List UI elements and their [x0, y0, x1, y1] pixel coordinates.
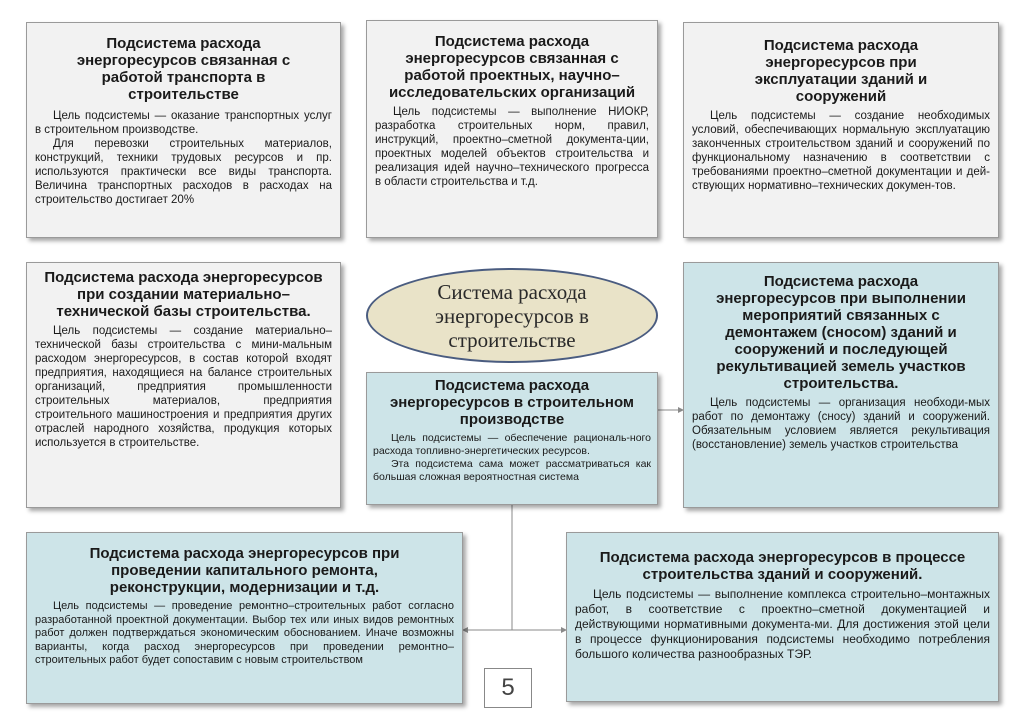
construction-body	[575, 587, 990, 662]
base-subsystem-box	[26, 262, 341, 508]
research-body	[375, 105, 649, 189]
transport-title: Подсистема расхода энергоресурсов связанная с работой транспорта в строительстве	[76, 35, 291, 103]
production-title: Подсистема расхода энергоресурсов в строительном производстве	[389, 377, 635, 428]
transport-paragraph: Цель подсистемы — оказание транспортных услуг в строительном производстве.	[35, 110, 332, 136]
system-title: Система расхода энергоресурсов в строительстве	[435, 279, 589, 352]
demolition-subsystem-box	[683, 262, 999, 508]
page-number: 5	[484, 668, 532, 708]
demolition-title: Подсистема расхода энергоресурсов при выполнении мероприятий связанных с демонтажем (сносом) зданий и сооружений и последующей рекультивацией земель участков строительства.	[716, 273, 966, 392]
repair-paragraph: Цель подсистемы — проведение ремонтно–строительных работ согласно разработанной проектной документации. Выбор тех или иных видов ремонтных работ должен подтверждаться экономическим обоснованием. Иначе возможны варианты, когда расход энергоресурсов при проведении ремонтно–строительных работ будет сопоставим с новым строительством	[35, 600, 454, 666]
construction-subsystem-box	[566, 532, 999, 702]
production-paragraph: Цель подсистемы — обеспечение рациональ-ного расхода топливно-энергетических ресурсов.	[373, 432, 651, 457]
operation-subsystem-box	[683, 22, 999, 238]
production-paragraph: Эта подсистема сама может рассматриваться как большая сложная вероятностная система	[373, 458, 651, 483]
base-body	[35, 324, 332, 450]
operation-paragraph: Цель подсистемы — создание необходимых условий, обеспечивающих нормальную эксплуатацию законченных строительством зданий и сооружений по функциональному назначению в соответствии с требованиями проектно–сметной документации и дей-ствующих нормативно–технических докумен-тов.	[692, 110, 990, 192]
research-paragraph: Цель подсистемы — выполнение НИОКР, разработка строительных норм, правил, инструкций, проектно–сметной документа-ции, проектных моделей объектов строительства и реализация идей научно–технического прогресса в области строительства и т.д.	[375, 106, 649, 188]
demolition-paragraph: Цель подсистемы — организация необходи-мых работ по демонтажу (сносу) зданий и сооружений. Обязательным условием является рекультивация (восстановление) земель участков строительства	[692, 397, 990, 451]
operation-title: Подсистема расхода энергоресурсов при эксплуатации зданий и сооружений	[754, 37, 928, 105]
transport-body	[35, 109, 332, 207]
transport-paragraph: Для перевозки строительных материалов, конструкций, техники трудовых ресурсов и пр. используются практически все виды транспорта. Величина транспортных расходов в расходах на строительство достигает 20%	[35, 138, 332, 206]
research-title: Подсистема расхода энергоресурсов связанная с работой проектных, научно–исследовательских организаций	[388, 33, 636, 101]
transport-subsystem-box	[26, 22, 341, 238]
research-subsystem-box	[366, 20, 658, 238]
system-title-ellipse	[366, 268, 658, 363]
base-title: Подсистема расхода энергоресурсов при создании материально–технической базы строительства.	[44, 269, 323, 320]
construction-title: Подсистема расхода энергоресурсов в процессе строительства зданий и сооружений.	[599, 549, 966, 583]
production-subsystem-box	[366, 372, 658, 505]
operation-body	[692, 109, 990, 193]
base-paragraph: Цель подсистемы — создание материально–технической базы строительства с мини-мальным расходом энергоресурсов, в состав которой входят предприятия, находящиеся на балансе строительных организаций, предприятия промышленности строительных материалов, предприятия строительного машиностроения и предприятия других отраслей народного хозяйства, продукция которых используется в строительстве.	[35, 325, 332, 449]
demolition-body	[692, 396, 990, 452]
repair-subsystem-box	[26, 532, 463, 704]
repair-body	[35, 600, 454, 668]
production-body	[373, 432, 651, 484]
repair-title: Подсистема расхода энергоресурсов при проведении капитального ремонта, реконструкции, модернизации и т.д.	[89, 545, 400, 596]
construction-paragraph: Цель подсистемы — выполнение комплекса строительно–монтажных работ, в соответствие с проектно–сметной документацией и действующими нормативными документа-ми. Для достижения этой цели в процессе функционирования подсистемы необходимо потребления большого количества разнообразных ТЭР.	[575, 587, 990, 661]
